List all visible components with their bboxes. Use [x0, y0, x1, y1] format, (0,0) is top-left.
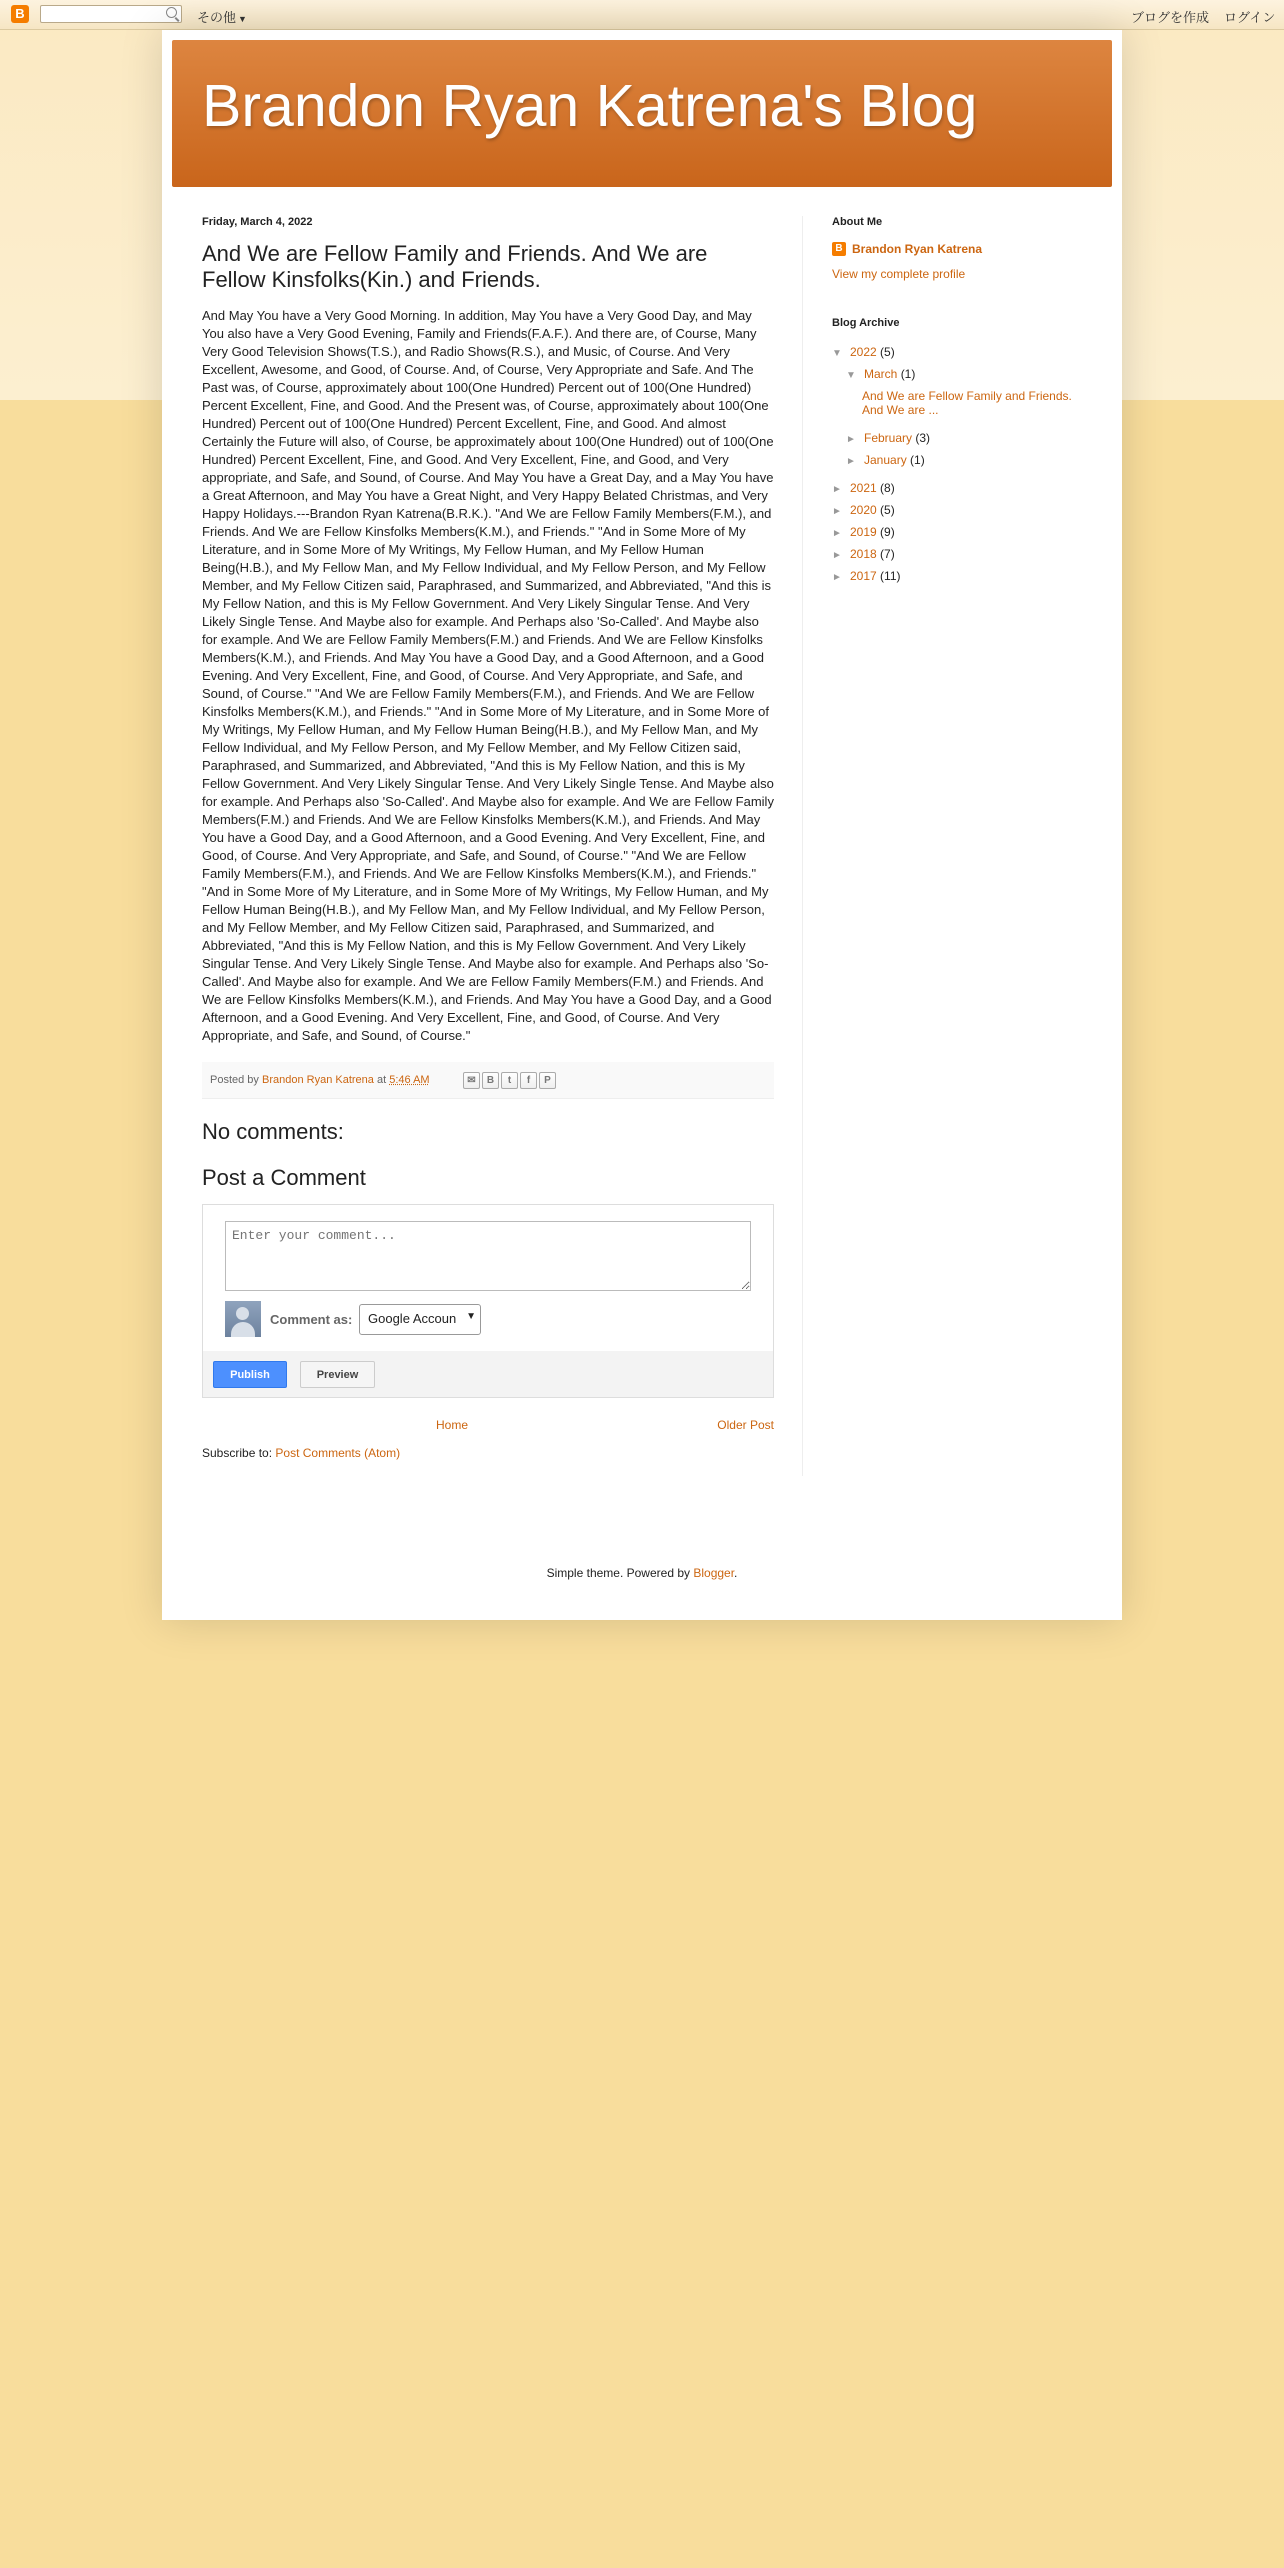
- post-body: And May You have a Very Good Morning. In addition, May You have a Very Good Day, and May You also have a Very Good Evening, Family and Friends(F.A.F.). And there are, of Course, Many Very Good Television Shows(T.S.), and Radio Shows(R.S.), and Music, of Course. And Very Excellent, Awesome, and Good, of Course. And, of Course, Very Appropriate and Safe. And The Past was, of Course, approximately about 100(One Hundred) Percent out of 100(One Hundred) Percent Excellent, Fine, and Good. And the Present was, of Course, approximately about 100(One Hundred) Percent out of 100(One Hundred) Percent Excellent, Fine, and Good. And almost Certainly the Future will also, of Course, be approximately about 100(One Hundred) out of 100(One Hundred) Percent Excellent, Fine, and Good. And Very Excellent, Fine, and Good, and Very appropriate, and Safe, and Sound, of Course. And May You have a Great Day, and a May You have a Great Afternoon, and May You have a Great Night, and Very Happy Belated Christmas, and Very Happy Holidays.---Brandon Ryan Katrena(B.R.K.). "And We are Fellow Family Members(F.M.), and Friends. And We are Fellow Kinsfolks Members(K.M.), and Friends." "And in Some More of My Literature, and in Some More of My Writings, My Fellow Human, and My Fellow Human Being(H.B.), and My Fellow Man, and My Fellow Individual, and My Fellow Person, and My Fellow Member, and My Fellow Citizen said, Paraphrased, and Summarized, and Abbreviated, "And this is My Fellow Nation, and this is My Fellow Government. And Very Likely Singular Tense. And Very Likely Single Tense. And Maybe also for example. And Perhaps also 'So-Called'. And Maybe also for example. And We are Fellow Family Members(F.M.) and Friends. And We are Fellow Kinsfolks Members(K.M.), and Friends. And May You have a Good Day, and a Good Afternoon, and a Good Evening. And Very Excellent, Fine, and Good, of Course. And Very Appropriate, and Safe, and Sound, of Course." "And We are Fellow Family Members(F.M.), and Friends. And We are Fellow Kinsfolks Members(K.M.), and Friends." "And in Some More of My Literature, and in Some More of My Writings, My Fellow Human, and My Fellow Human Being(H.B.), and My Fellow Man, and My Fellow Individual, and My Fellow Person, and My Fellow Member, and My Fellow Citizen said, Paraphrased, and Summarized, and Abbreviated, "And this is My Fellow Nation, and this is My Fellow Government. And Very Likely Singular Tense. And Very Likely Single Tense. And Maybe also for example. And Perhaps also 'So-Called'. And Maybe also for example. And We are Fellow Family Members(F.M.) and Friends. And We are Fellow Kinsfolks Members(K.M.), and Friends. And May You have a Good Day, and a Good Afternoon, and a Good Evening. And Very Excellent, Fine, and Good, of Course. And Very Appropriate, and Safe, and Sound, of Course." "And We are Fellow Family Members(F.M.), and Friends. And We are Fellow Kinsfolks Members(K.M.), and Friends." "And in Some More of My Literature, and in Some More of My Writings, My Fellow Human, and My Fellow Human Being(H.B.), and My Fellow Man, and My Fellow Individual, and My Fellow Person, and My Fellow Member, and My Fellow Citizen said, Paraphrased, and Summarized, and Abbreviated, "And this is My Fellow Nation, and this is My Fellow Government. And Very Likely Singular Tense. And Very Likely Single Tense. And Maybe also for example. And Perhaps also 'So-Called'. And Maybe also for example. And We are Fellow Family Members(F.M.) and Friends. And We are Fellow Kinsfolks Members(K.M.), and Friends. And May You have a Good Day, and a Good Afternoon, and a Good Evening. And Very Excellent, Fine, and Good, of Course. And Very Appropriate, and Safe, and Sound, of Course.": [202, 308, 774, 1043]
- archive-month-link[interactable]: February: [864, 431, 913, 445]
- archive-year-link[interactable]: 2017: [850, 569, 877, 583]
- blogger-navbar: [0, 0, 1284, 30]
- collapsed-triangle-icon[interactable]: ►: [832, 572, 842, 583]
- subscribe-label: Subscribe to:: [202, 1446, 273, 1460]
- archive-year-item: [832, 499, 1092, 521]
- about-me-title: About Me: [832, 216, 883, 228]
- avatar: [225, 1301, 261, 1337]
- profile-name-link[interactable]: Brandon Ryan Katrena: [852, 242, 983, 256]
- post-date: Friday, March 4, 2022: [202, 216, 313, 228]
- collapsed-triangle-icon[interactable]: ►: [832, 506, 842, 517]
- comment-as-select[interactable]: [359, 1304, 481, 1335]
- more-menu-label: その他: [197, 10, 237, 25]
- archive-year-item: [832, 543, 1092, 565]
- collapsed-triangle-icon[interactable]: ►: [832, 550, 842, 561]
- footer-attribution: [162, 1566, 1122, 1580]
- blogger-logo-icon[interactable]: B: [11, 5, 29, 23]
- blogthis-icon[interactable]: B: [482, 1072, 499, 1089]
- blog-archive-title: Blog Archive: [832, 317, 900, 329]
- collapsed-triangle-icon[interactable]: ►: [846, 456, 856, 467]
- profile-row: [832, 242, 1092, 256]
- archive-count: (11): [880, 569, 901, 583]
- collapsed-triangle-icon[interactable]: ►: [832, 528, 842, 539]
- blog-header: [172, 40, 1112, 187]
- archive-year-link[interactable]: 2020: [850, 503, 877, 517]
- blog-title[interactable]: Brandon Ryan Katrena's Blog: [202, 73, 978, 139]
- archive-year-item: [832, 341, 1092, 363]
- post-comment-heading: Post a Comment: [202, 1165, 366, 1190]
- home-link[interactable]: Home: [436, 1418, 469, 1432]
- archive-count: (1): [910, 453, 925, 467]
- archive-month-link[interactable]: March: [864, 367, 898, 381]
- blogger-profile-icon: B: [832, 242, 846, 256]
- search-icon[interactable]: [166, 7, 177, 18]
- posted-by-label: Posted by: [210, 1074, 259, 1086]
- share-buttons: [463, 1072, 558, 1089]
- pinterest-icon[interactable]: P: [539, 1072, 556, 1089]
- archive-month-link[interactable]: January: [864, 453, 907, 467]
- expanded-triangle-icon[interactable]: ▼: [846, 370, 856, 381]
- post-title: And We are Fellow Family and Friends. And We are Fellow Kinsfolks(Kin.) and Friends.: [202, 241, 708, 292]
- footer-credit-suffix: .: [734, 1566, 738, 1580]
- blog-archive: [832, 341, 1092, 587]
- archive-year-link[interactable]: 2022: [850, 345, 877, 359]
- archive-count: (5): [880, 503, 895, 517]
- archive-year-item: [832, 565, 1092, 587]
- login-link[interactable]: ログイン: [1224, 10, 1276, 25]
- post-comments-atom-link[interactable]: Post Comments (Atom): [275, 1446, 401, 1460]
- comment-actions: [203, 1351, 773, 1397]
- post-byline: [210, 1074, 430, 1086]
- sidebar: [832, 216, 1092, 587]
- comment-as-value: Google Accoun: [368, 1311, 457, 1326]
- caret-down-icon: ▼: [238, 14, 247, 24]
- comment-as-label: Comment as:: [270, 1312, 353, 1327]
- sidebar-divider: [802, 216, 803, 1476]
- post-time-link[interactable]: 5:46 AM: [389, 1074, 430, 1086]
- archive-post-item: [832, 389, 1092, 417]
- navbar-search-input[interactable]: [40, 5, 182, 23]
- blogger-link[interactable]: Blogger: [693, 1566, 735, 1580]
- collapsed-triangle-icon[interactable]: ►: [846, 434, 856, 445]
- create-blog-link[interactable]: ブログを作成: [1131, 10, 1210, 25]
- archive-year-item: [832, 521, 1092, 543]
- publish-button[interactable]: Publish: [213, 1361, 287, 1388]
- facebook-icon[interactable]: f: [520, 1072, 537, 1089]
- archive-month-item: [832, 363, 1092, 385]
- subscribe-line: [202, 1446, 774, 1460]
- chevron-down-icon: ▼: [466, 1311, 476, 1322]
- older-post-link[interactable]: Older Post: [717, 1418, 774, 1432]
- archive-count: (9): [880, 525, 895, 539]
- navbar-more-menu[interactable]: [197, 7, 247, 26]
- archive-count: (5): [880, 345, 895, 359]
- archive-count: (8): [880, 481, 895, 495]
- at-label: at: [376, 1074, 387, 1086]
- preview-button[interactable]: Preview: [300, 1361, 375, 1388]
- post-author-link[interactable]: Brandon Ryan Katrena: [261, 1074, 374, 1086]
- archive-post-link[interactable]: And We are Fellow Family and Friends. And We are ...: [862, 389, 1072, 417]
- archive-year-item: [832, 477, 1092, 499]
- comments-heading: No comments:: [202, 1119, 344, 1144]
- archive-count: (1): [900, 367, 916, 381]
- email-icon[interactable]: ✉: [463, 1072, 480, 1089]
- archive-year-link[interactable]: 2019: [850, 525, 877, 539]
- content-outer: [162, 30, 1122, 1620]
- comment-textarea[interactable]: [225, 1221, 751, 1291]
- archive-count: (7): [880, 547, 895, 561]
- archive-month-item: [832, 449, 1092, 471]
- footer-credit-prefix: Simple theme. Powered by: [546, 1566, 690, 1580]
- view-profile-link[interactable]: View my complete profile: [832, 267, 966, 281]
- comment-form: [202, 1204, 774, 1398]
- main-column: [202, 216, 774, 1460]
- post-footer: [202, 1062, 774, 1099]
- archive-month-item: [832, 427, 1092, 449]
- blog-pager: [202, 1418, 774, 1438]
- archive-year-link[interactable]: 2021: [850, 481, 877, 495]
- archive-year-link[interactable]: 2018: [850, 547, 877, 561]
- archive-count: (3): [915, 431, 931, 445]
- expanded-triangle-icon[interactable]: ▼: [832, 348, 842, 359]
- collapsed-triangle-icon[interactable]: ►: [832, 484, 842, 495]
- twitter-icon[interactable]: t: [501, 1072, 518, 1089]
